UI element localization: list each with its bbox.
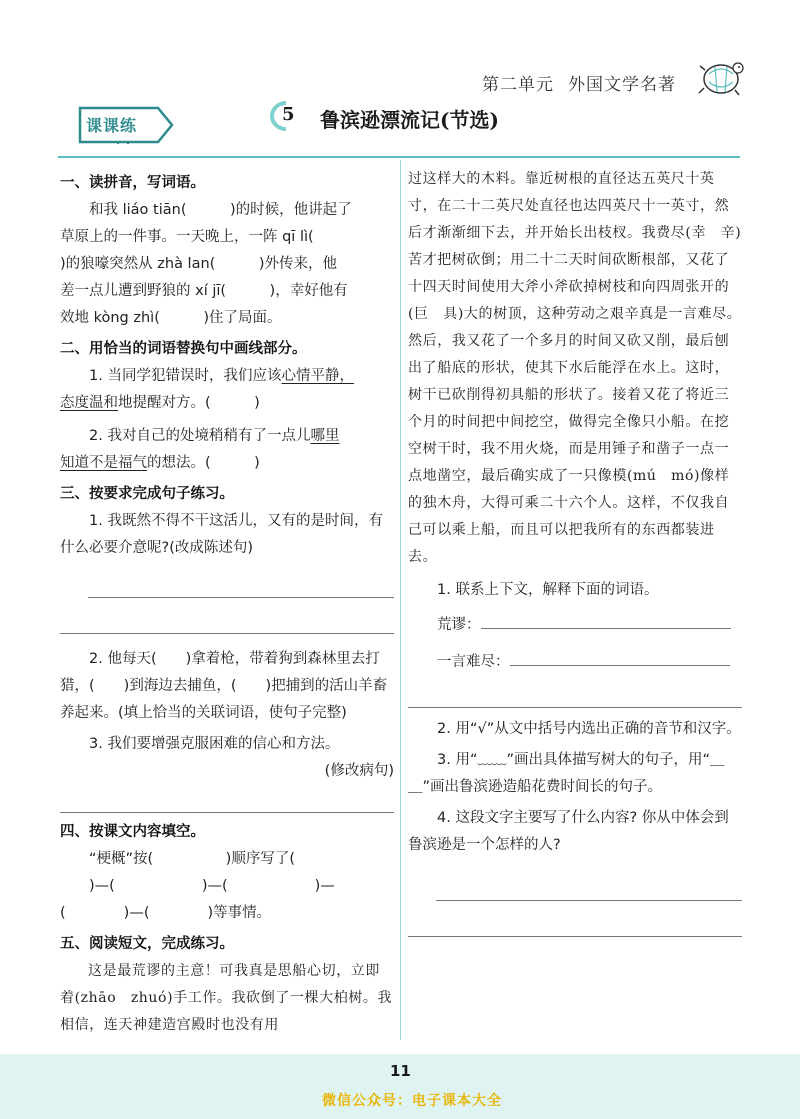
unit-label: 第二单元	[482, 75, 554, 95]
header-divider	[58, 156, 740, 158]
answer-line[interactable]	[481, 628, 731, 629]
page-number: 11	[390, 1062, 411, 1080]
unit-title: 外国文学名著	[568, 75, 676, 95]
answer-line[interactable]	[408, 706, 742, 708]
column-divider	[400, 160, 401, 1040]
s1-line-2: 草原上的一件事。一天晚上，一阵 qī lì(	[60, 229, 314, 245]
s1-line-1: 和我 liáo tiān( )的时候，他讲起了	[89, 202, 352, 218]
s4-line-1: “梗概”按( )顺序写了(	[89, 851, 295, 867]
s2-q1-text: 1. 当同学犯错误时，我们应该	[89, 368, 282, 384]
s1-line-4: 差一点儿遭到野狼的 xí jī( )，幸好他有	[60, 283, 348, 299]
passage-continued: 过这样大的木料。靠近树根的直径达五英尺十英寸，在二十二英尺处直径也达四英尺十一英寸，然后才渐渐细下去，并开始长出枝杈。我费尽(幸 辛)苦才把树砍倒；用二十二天时间砍断根部，又花了十四天时间使用大斧小斧砍掉树枝和向四周张开的(巨 具)大的树顶，这种劳动之艰辛真是一言难尽。然后，我又花了一个多月的时间又砍又削，最后刨出了船底的形状，使其下水后能浮在水上。这时，树干已砍削得初具船的形状了。接着又花了将近三个月的时间把中间挖空，做得完全像只小船。在挖空树干时，我不用火烧，而是用锤子和凿子一点一点地凿空，最后确实成了一只像模(mú mó)像样的独木舟，大得可乘二十六个人。这样，不仅我自己可以乘上船，而且可以把我所有的东西都装进去。	[408, 171, 742, 565]
s2-question-1	[60, 363, 394, 417]
s3-question-3-hint: (修改病句)	[324, 763, 394, 779]
s2-q1-underlined-1: 心情平静，	[281, 368, 354, 384]
s2-q2-tail: 的想法。( )	[147, 455, 260, 471]
word-huangmiu: 荒谬：	[437, 617, 481, 633]
section-2-title: 二、用恰当的词语替换句中画线部分。	[60, 341, 307, 357]
section-3-title: 三、按要求完成句子练习。	[60, 486, 234, 502]
lesson-number	[266, 101, 308, 131]
answer-line[interactable]	[60, 811, 394, 813]
reading-q2: 2. 用“√”从文中括号内选出正确的音节和汉字。	[437, 721, 741, 737]
section-1-title: 一、读拼音，写词语。	[60, 175, 205, 191]
s2-q1-tail: 地提醒对方。( )	[118, 395, 260, 411]
reading-q4: 4. 这段文字主要写了什么内容? 你从中体会到鲁滨逊是一个怎样的人?	[408, 810, 729, 853]
reading-q1-word-2	[408, 649, 742, 676]
left-column	[60, 170, 394, 1039]
s2-question-2	[60, 423, 394, 477]
section-5-title: 五、阅读短文，完成练习。	[60, 936, 234, 952]
lesson-title: 鲁滨逊漂流记(节选)	[320, 108, 499, 132]
answer-line[interactable]	[510, 665, 730, 666]
s1-line-5: 效地 kòng zhì( )住了局面。	[60, 310, 282, 326]
passage-start: 这是最荒谬的主意！可我真是思船心切，立即着(zhāo zhuó)手工作。我砍倒了一棵大柏树。我相信，连天神建造宫殿时也没有用	[60, 963, 393, 1033]
answer-line[interactable]	[88, 596, 394, 598]
reading-q1-word-1	[408, 612, 742, 639]
s4-line-3: ( )—( )等事情。	[60, 905, 272, 921]
s2-q2-text: 2. 我对自己的处境稍稍有了一点儿	[89, 428, 311, 444]
turtle-icon	[695, 52, 745, 102]
answer-line[interactable]	[60, 632, 394, 634]
word-yiyannanjin: 一言难尽：	[437, 654, 510, 670]
section-4-title: 四、按课文内容填空。	[60, 824, 205, 840]
right-column	[408, 166, 742, 957]
s2-q1-underlined-2: 态度温和	[60, 395, 118, 411]
answer-line[interactable]	[408, 935, 742, 937]
answer-line[interactable]	[436, 899, 742, 901]
s2-q2-underlined-2: 知道不是福气	[60, 455, 147, 471]
s3-question-1: 1. 我既然不得不干这活儿，又有的是时间，有什么必要介意呢?(改成陈述句)	[60, 513, 383, 556]
s3-question-2: 2. 他每天( )拿着枪，带着狗到森林里去打猎，( )到海边去捕鱼，( )把捕到的活山羊畜养起来。(填上恰当的关联词语，使句子完整)	[60, 651, 388, 721]
reading-q1: 1. 联系上下文，解释下面的词语。	[437, 582, 659, 598]
wechat-watermark: 微信公众号：电子课本大全	[322, 1093, 502, 1109]
s2-q2-underlined-1: 哪里	[310, 428, 340, 444]
s4-line-2: )—( )—( )—	[60, 878, 335, 894]
lesson-number-text: 5	[282, 104, 295, 125]
reading-q3: 3. 用“﹏﹏”画出具体描写树大的句子，用“＿＿”画出鲁滨逊造船花费时间长的句子。	[408, 752, 725, 795]
badge-label: 课课练	[86, 116, 138, 135]
s1-line-3: )的狼嚎突然从 zhà lan( )外传来，他	[60, 256, 337, 272]
s3-question-3: 3. 我们要增强克服困难的信心和方法。	[89, 736, 340, 752]
unit-header	[482, 70, 690, 95]
